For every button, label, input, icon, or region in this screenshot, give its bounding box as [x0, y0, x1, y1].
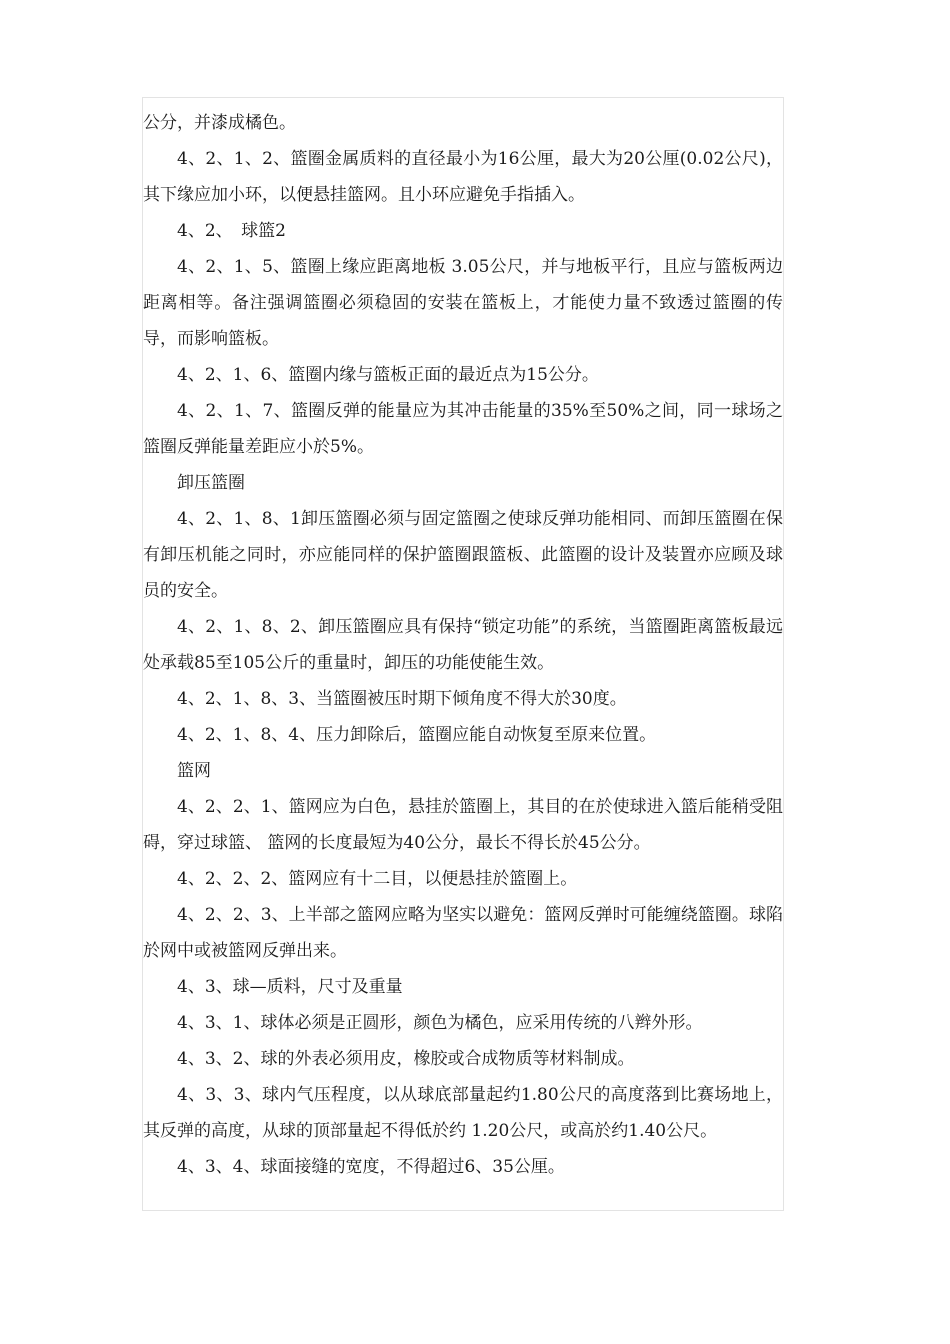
paragraph: 4、3、2、球的外表必须用皮，橡胶或合成物质等材料制成。: [177, 1049, 635, 1069]
paragraph: 4、2、1、2、篮圈金属质料的直径最小为16公厘，最大为20公厘(0.02公尺)，其下缘应加小环，以便悬挂篮网。且小环应避免手指插入。: [143, 149, 783, 205]
document-body: [143, 105, 783, 1185]
paragraph: 4、2、2、3、上半部之篮网应略为坚实以避免：篮网反弹时可能缠绕篮圈。球陷於网中或被篮网反弹出来。: [143, 905, 783, 961]
paragraph: 4、2、1、8、3、当篮圈被压时期下倾角度不得大於30度。: [177, 689, 627, 709]
paragraph: 4、3、3、球内气压程度，以从球底部量起约1.80公尺的高度落到比赛场地上，其反弹的高度，从球的顶部量起不得低於约 1.20公尺，或高於约1.40公尺。: [143, 1085, 783, 1141]
paragraph: 4、2、2、2、篮网应有十二目，以便悬挂於篮圈上。: [177, 869, 578, 889]
section-heading: 4、2、 球篮2: [177, 221, 286, 241]
paragraph: 4、3、4、球面接缝的宽度，不得超过6、35公厘。: [177, 1157, 565, 1177]
paragraph: 4、2、1、8、2、卸压篮圈应具有保持“锁定功能”的系统，当篮圈距离篮板最远处承载85至105公斤的重量时，卸压的功能使能生效。: [143, 617, 783, 673]
paragraph: 公分，并漆成橘色。: [143, 113, 296, 133]
paragraph: 4、2、1、5、篮圈上缘应距离地板 3.05公尺，并与地板平行，且应与篮板两边距离相等。备注强调篮圈必须稳固的安装在篮板上，才能使力量不致透过篮圈的传导，而影响篮板。: [143, 257, 783, 349]
paragraph: 4、2、2、1、篮网应为白色，悬挂於篮圈上，其目的在於使球进入篮后能稍受阻碍，穿过球篮、 篮网的长度最短为40公分，最长不得长於45公分。: [143, 797, 783, 853]
paragraph: 4、2、1、7、篮圈反弹的能量应为其冲击能量的35%至50%之间，同一球场之篮圈反弹能量差距应小於5%。: [143, 401, 783, 457]
paragraph: 4、2、1、8、1卸压篮圈必须与固定篮圈之使球反弹功能相同、而卸压篮圈在保有卸压机能之同时，亦应能同样的保护篮圈跟篮板、此篮圈的设计及装置亦应顾及球员的安全。: [143, 509, 783, 601]
section-heading: 4、3、球—质料，尺寸及重量: [177, 977, 403, 997]
paragraph: 4、2、1、6、篮圈内缘与篮板正面的最近点为15公分。: [177, 365, 599, 385]
paragraph: 4、2、1、8、4、压力卸除后，篮圈应能自动恢复至原来位置。: [177, 725, 657, 745]
paragraph: 4、3、1、球体必须是正圆形，颜色为橘色，应采用传统的八辫外形。: [177, 1013, 703, 1033]
section-heading: 篮网: [177, 761, 211, 781]
section-heading: 卸压篮圈: [177, 473, 245, 493]
